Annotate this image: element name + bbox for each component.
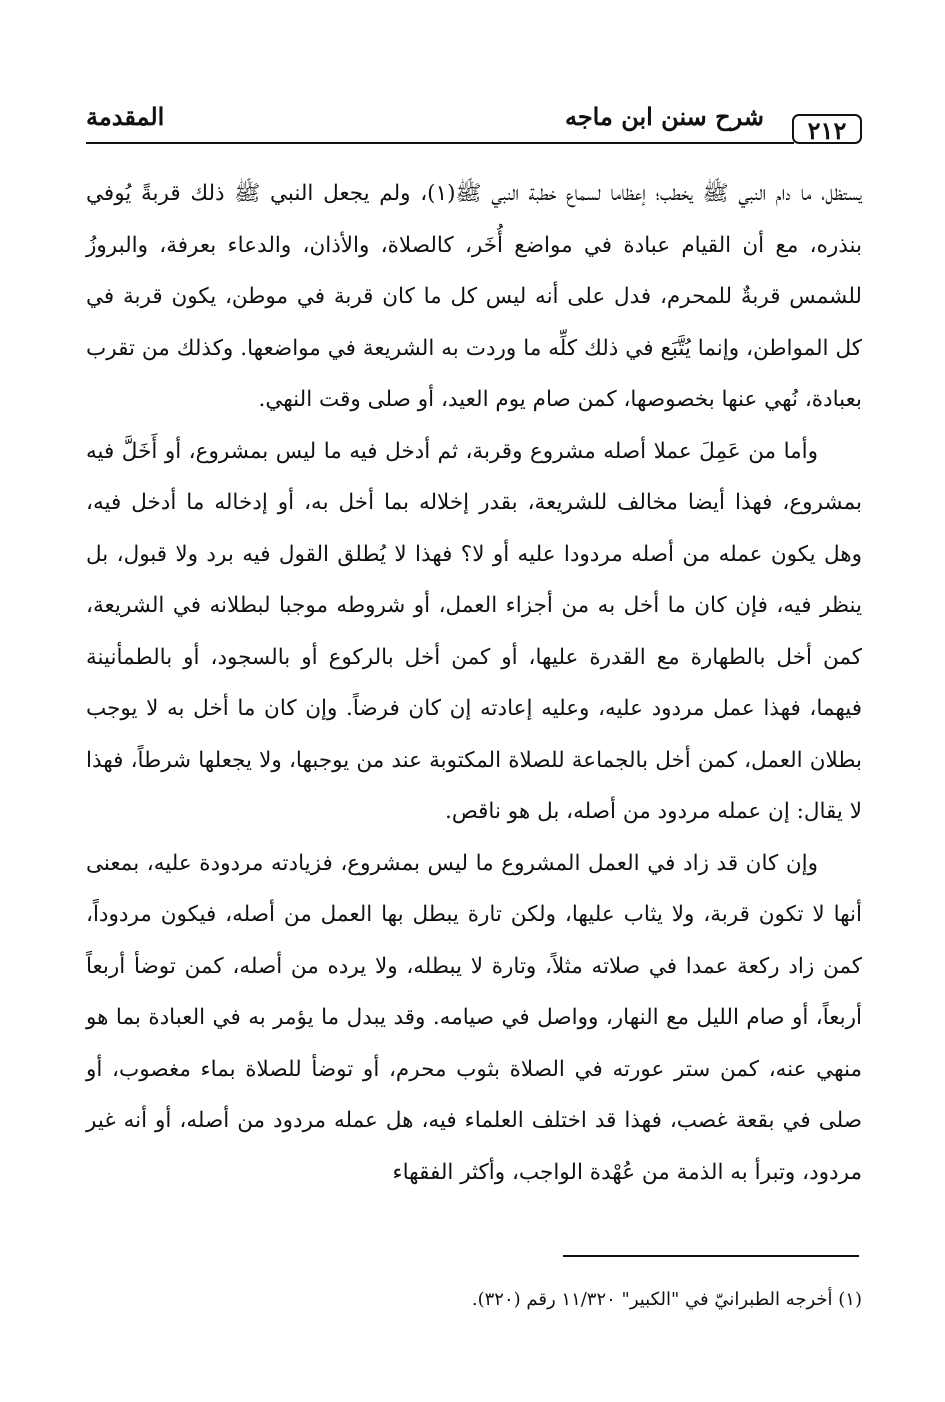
footnote: (١) أخرجه الطبرانيّ في "الكبير" ١١/٣٢٠ رقم (٣٢٠). bbox=[471, 1289, 862, 1310]
main-text bbox=[86, 168, 862, 1198]
running-header bbox=[86, 100, 862, 144]
page-number: ٢١٢ bbox=[792, 114, 862, 144]
header-rule bbox=[86, 142, 794, 144]
book-title: شرح سنن ابن ماجه bbox=[564, 102, 764, 131]
footnote-rule bbox=[563, 1255, 859, 1257]
paragraph-3: وإن كان قد زاد في العمل المشروع ما ليس بمشروع، فزيادته مردودة عليه، بمعنى أنها لا تكون قربة، ولا يثاب عليها، ولكن تارة يبطل بها العمل من أصله، فيكون مردوداً، كمن زاد ركعة عمدا في صلاته مثلاً، وتارة لا يبطله، ولا يرده من أصله، كمن توضأ أربعاً أربعاً، أو صام الليل مع النهار، وواصل في صيامه. وقد يبدل ما يؤمر به في العبادة بما هو منهي عنه، كمن ستر عورته في الصلاة بثوب محرم، أو توضأ للصلاة بماء مغصوب، أو صلى في بقعة غصب، فهذا قد اختلف العلماء فيه، هل عمله مردود من أصله، أو أنه غير مردود، وتبرأ به الذمة من عُهْدة الواجب، وأكثر الفقهاء bbox=[86, 850, 862, 1185]
section-title: المقدمة bbox=[86, 102, 165, 131]
paragraph-2: وأما من عَمِلَ عملا أصله مشروع وقربة، ثم أدخل فيه ما ليس بمشروع، أو أَخَلَّ فيه بمشروع، فهذا أيضا مخالف للشريعة، بقدر إخلاله بما أخل به، أو إدخاله ما أدخل فيه، وهل يكون عمله من أصله مردودا عليه أو لا؟ فهذا لا يُطلق القول فيه برد ولا قبول، بل ينظر فيه، فإن كان ما أخل به من أجزاء العمل، أو شروطه موجبا لبطلانه في الشريعة، كمن أخل بالطهارة مع القدرة عليها، أو كمن أخل بالركوع أو بالسجود، أو بالطمأنينة فيهما، فهذا عمل مردود عليه، وعليه إعادته إن كان فرضاً. وإن كان ما أخل به لا يوجب بطلان العمل، كمن أخل بالجماعة للصلاة المكتوبة عند من يوجبها، ولا يجعلها شرطاً، فهذا لا يقال: إن عمله مردود من أصله، بل هو ناقص. bbox=[86, 438, 863, 824]
paragraph-1: يستظل، ما دام النبي ﷺ يخطب؛ إعظاما لسماع خطبة النبي ﷺ(١)، ولم يجعل النبي ﷺ ذلك قربةً يُوفي بنذره، مع أن القيام عبادة في مواضع أُخَر، كالصلاة، والأذان، والدعاء بعرفة، والبروزُ للشمس قربةٌ للمحرم، فدل على أنه ليس كل ما كان قربة في موطن، يكون قربة في كل المواطن، وإنما يُتَّبَع في ذلك كلِّه ما وردت به الشريعة في مواضعها. وكذلك من تقرب بعبادة، نُهي عنها بخصوصها، كمن صام يوم العيد، أو صلى وقت النهي. bbox=[86, 181, 863, 412]
